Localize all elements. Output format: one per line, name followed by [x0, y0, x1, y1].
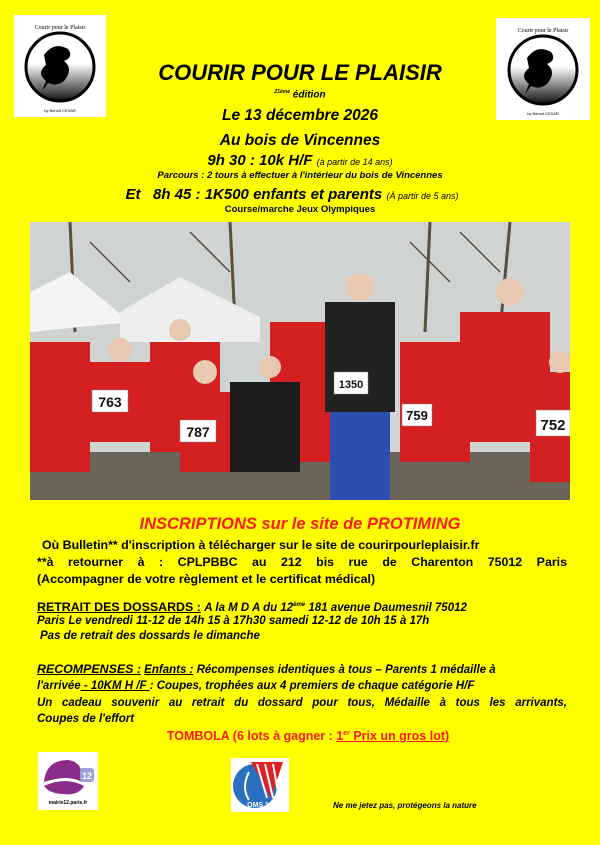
race-kids-sub: Course/marche Jeux Olympiques: [224, 204, 376, 215]
edition-label: édition: [292, 89, 326, 101]
race-10k-label: 9h 30 : 10k H/F: [207, 152, 313, 169]
svg-text:Courir pour le Plaisir: Courir pour le Plaisir: [34, 25, 86, 31]
retrait-line2: Paris Le vendredi 11-12 de 14h 15 à 17h30 samedi 12-12 de 10h 15 à 17h: [37, 615, 430, 627]
edition-number: 21ème: [274, 89, 290, 95]
mairie-url: mairie12.paris.fr: [48, 800, 88, 806]
runners-photo: [30, 222, 570, 500]
inscriptions-line1: Où Bulletin** d'inscription à télécharger sur le site de courirpourleplaisir.fr: [42, 538, 480, 552]
parcours: Parcours : 2 tours à effectuer à l'intérieur du bois de Vincennes: [157, 170, 443, 181]
tombola: [8, 729, 600, 743]
bib-number: 763: [98, 394, 122, 410]
bib-number: 759: [406, 408, 428, 423]
inscriptions-title: [0, 515, 600, 534]
tombola-prize: Prix un gros lot): [349, 729, 450, 743]
eco-note: Ne me jetez pas, protégeons la nature: [333, 801, 477, 810]
race-kids-prefix: Et: [125, 186, 141, 203]
retrait-line3: Pas de retrait des dossards le dimanche: [40, 630, 260, 642]
inscriptions-line2: **à retourner à : CPLPBBC au 212 bis rue de Charenton 75012 Paris: [37, 555, 567, 569]
oms12-logo: [231, 758, 289, 812]
bib-number: 787: [186, 424, 210, 440]
svg-text:by Benoit CESAR: by Benoit CESAR: [44, 108, 76, 113]
retrait-address-b: 181 avenue Daumesnil 75012: [305, 601, 467, 614]
race-kids-note: (À partir de 5 ans): [386, 191, 459, 201]
retrait-address-a: A la M D A du 12: [204, 601, 294, 614]
inscriptions-site: sur le site de PROTIMING: [261, 515, 461, 533]
bib-number: 752: [540, 417, 566, 434]
recompenses-enfants-text: Récompenses identiques à tous – Parents 1 médaille à: [193, 664, 496, 676]
event-date: Le 13 décembre 2026: [222, 107, 378, 124]
recompenses-enfants: Enfants :: [144, 664, 194, 676]
inscriptions-line3: (Accompagner de votre règlement et le certificat médical): [37, 572, 376, 586]
recompenses-line3: Un cadeau souvenir au retrait du dossard pour tous, Médaille à tous les arrivants,: [37, 697, 567, 709]
recompenses-line1: [37, 661, 567, 679]
recompenses-line2: [37, 678, 567, 695]
race-10k: [0, 152, 600, 169]
oms-label: OMS 12: [247, 802, 273, 809]
svg-text:by Benoit CESAR: by Benoit CESAR: [527, 111, 559, 116]
race-kids: [0, 186, 592, 203]
recompenses-line4: Coupes de l'effort: [37, 713, 135, 725]
recompenses-arrivee: l'arrivée: [37, 680, 81, 692]
tombola-text: TOMBOLA (6 lots à gagner :: [166, 729, 337, 743]
race-10k-note: (à partir de 14 ans): [316, 157, 393, 167]
event-title: COURIR POUR LE PLAISIR: [158, 60, 442, 85]
event-location: Au bois de Vincennes: [219, 132, 381, 149]
retrait-address-sup: ème: [293, 602, 306, 608]
inscriptions-heading: INSCRIPTIONS: [139, 515, 257, 533]
tombola-prize-sup: er: [343, 729, 350, 737]
edition: [0, 89, 600, 100]
recompenses-10km: - 10KM H /F: [80, 680, 150, 692]
svg-text:Courir pour le Plaisir: Courir pour le Plaisir: [517, 28, 569, 34]
recompenses-10km-text: : Coupes, trophées aux 4 premiers de chaque catégorie H/F: [149, 680, 475, 692]
recompenses-label: RECOMPENSES :: [37, 662, 141, 676]
mairie-number: 12: [81, 771, 93, 781]
tombola-prize-num: 1: [336, 729, 344, 743]
race-kids-label: 8h 45 : 1K500 enfants et parents: [153, 186, 383, 203]
retrait-label: RETRAIT DES DOSSARDS :: [37, 599, 201, 614]
bib-number: 1350: [338, 379, 364, 391]
mairie12-logo: [38, 752, 98, 810]
